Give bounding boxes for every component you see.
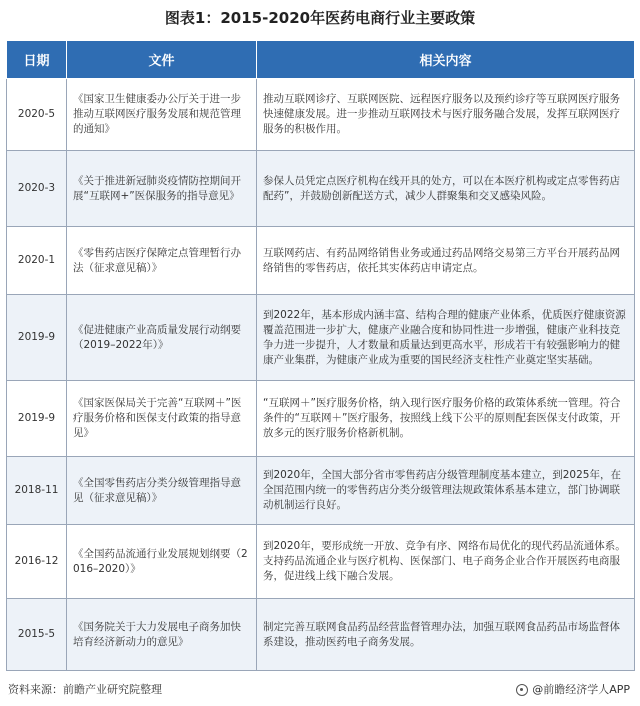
row-file: 《国家卫生健康委办公厅关于进一步推动互联网医疗服务发展和规范管理的通知》 bbox=[67, 79, 257, 151]
table-row bbox=[7, 457, 635, 525]
header-content: 相关内容 bbox=[257, 41, 635, 79]
row-date: 2019-9 bbox=[7, 381, 67, 457]
row-content: 到2020年，全国大部分省市零售药店分级管理制度基本建立，到2025年，在全国范围内统一的零售药店分类分级管理法规政策体系基本建立，部门协调联动机制运行良好。 bbox=[257, 457, 635, 525]
row-file: 《促进健康产业高质量发展行动纲要（2019–2022年）》 bbox=[67, 295, 257, 381]
row-file: 《全国药品流通行业发展规划纲要（2016–2020）》 bbox=[67, 525, 257, 599]
row-content: 互联网药店、有药品网络销售业务或通过药品网络交易第三方平台开展药品网络销售的零售药店，依托其实体药店申请定点。 bbox=[257, 227, 635, 295]
table-row bbox=[7, 599, 635, 671]
table-row bbox=[7, 295, 635, 381]
row-date: 2020-1 bbox=[7, 227, 67, 295]
table-row bbox=[7, 79, 635, 151]
row-content: 推动互联网诊疗、互联网医院、远程医疗服务以及预约诊疗等互联网医疗服务快速健康发展。进一步推动互联网技术与医疗服务融合发展，发挥互联网医疗服务的积极作用。 bbox=[257, 79, 635, 151]
row-date: 2020-5 bbox=[7, 79, 67, 151]
row-date: 2015-5 bbox=[7, 599, 67, 671]
row-date: 2016-12 bbox=[7, 525, 67, 599]
header-file: 文件 bbox=[67, 41, 257, 79]
row-date: 2019-9 bbox=[7, 295, 67, 381]
footer bbox=[0, 680, 640, 700]
policy-table-container bbox=[6, 40, 634, 676]
source-note: 资料来源：前瞻产业研究院整理 bbox=[8, 683, 162, 696]
row-content: 制定完善互联网食品药品经营监督管理办法，加强互联网食品药品市场监督体系建设，推动医药电子商务发展。 bbox=[257, 599, 635, 671]
table-row bbox=[7, 381, 635, 457]
row-file: 《国务院关于大力发展电子商务加快培育经济新动力的意见》 bbox=[67, 599, 257, 671]
row-content: 参保人员凭定点医疗机构在线开具的处方，可以在本医疗机构或定点零售药店配药”，并鼓励创新配送方式，减少人群聚集和交叉感染风险。 bbox=[257, 151, 635, 227]
table-row bbox=[7, 227, 635, 295]
row-file: 《国家医保局关于完善“互联网＋”医疗服务价格和医保支付政策的指导意见》 bbox=[67, 381, 257, 457]
row-date: 2018-11 bbox=[7, 457, 67, 525]
table-title: 图表1：2015-2020年医药电商行业主要政策 bbox=[164, 9, 476, 27]
qianzhan-logo-icon bbox=[516, 684, 528, 696]
row-content: 到2020年，要形成统一开放、竞争有序、网络布局优化的现代药品流通体系。支持药品流通企业与医疗机构、医保部门、电子商务企业合作开展医药电商服务，促进线上线下融合发展。 bbox=[257, 525, 635, 599]
row-date: 2020-3 bbox=[7, 151, 67, 227]
policy-table bbox=[6, 40, 635, 671]
table-header-row bbox=[7, 41, 635, 79]
row-content: 到2022年，基本形成内涵丰富、结构合理的健康产业体系，优质医疗健康资源覆盖范围进一步扩大，健康产业融合度和协同性进一步增强，健康产业科技竞争力进一步提升，人才数量和质量达到更高水平，形成若干有较强影响力的健康产业集群，为健康产业成为重要的国民经济支柱性产业奠定坚实基础。 bbox=[257, 295, 635, 381]
table-row bbox=[7, 151, 635, 227]
header-date: 日期 bbox=[7, 41, 67, 79]
brand-credit bbox=[516, 680, 630, 700]
table-row bbox=[7, 525, 635, 599]
brand-label: @前瞻经济学人APP bbox=[532, 683, 630, 696]
row-file: 《全国零售药店分类分级管理指导意见（征求意见稿）》 bbox=[67, 457, 257, 525]
row-file: 《零售药店医疗保障定点管理暂行办法（征求意见稿）》 bbox=[67, 227, 257, 295]
row-file: 《关于推进新冠肺炎疫情防控期间开展“互联网+”医保服务的指导意见》 bbox=[67, 151, 257, 227]
row-content: “互联网＋”医疗服务价格，纳入现行医疗服务价格的政策体系统一管理。符合条件的“互联网＋”医疗服务，按照线上线下公平的原则配套医保支付政策，开放多元的医疗服务价格新机制。 bbox=[257, 381, 635, 457]
